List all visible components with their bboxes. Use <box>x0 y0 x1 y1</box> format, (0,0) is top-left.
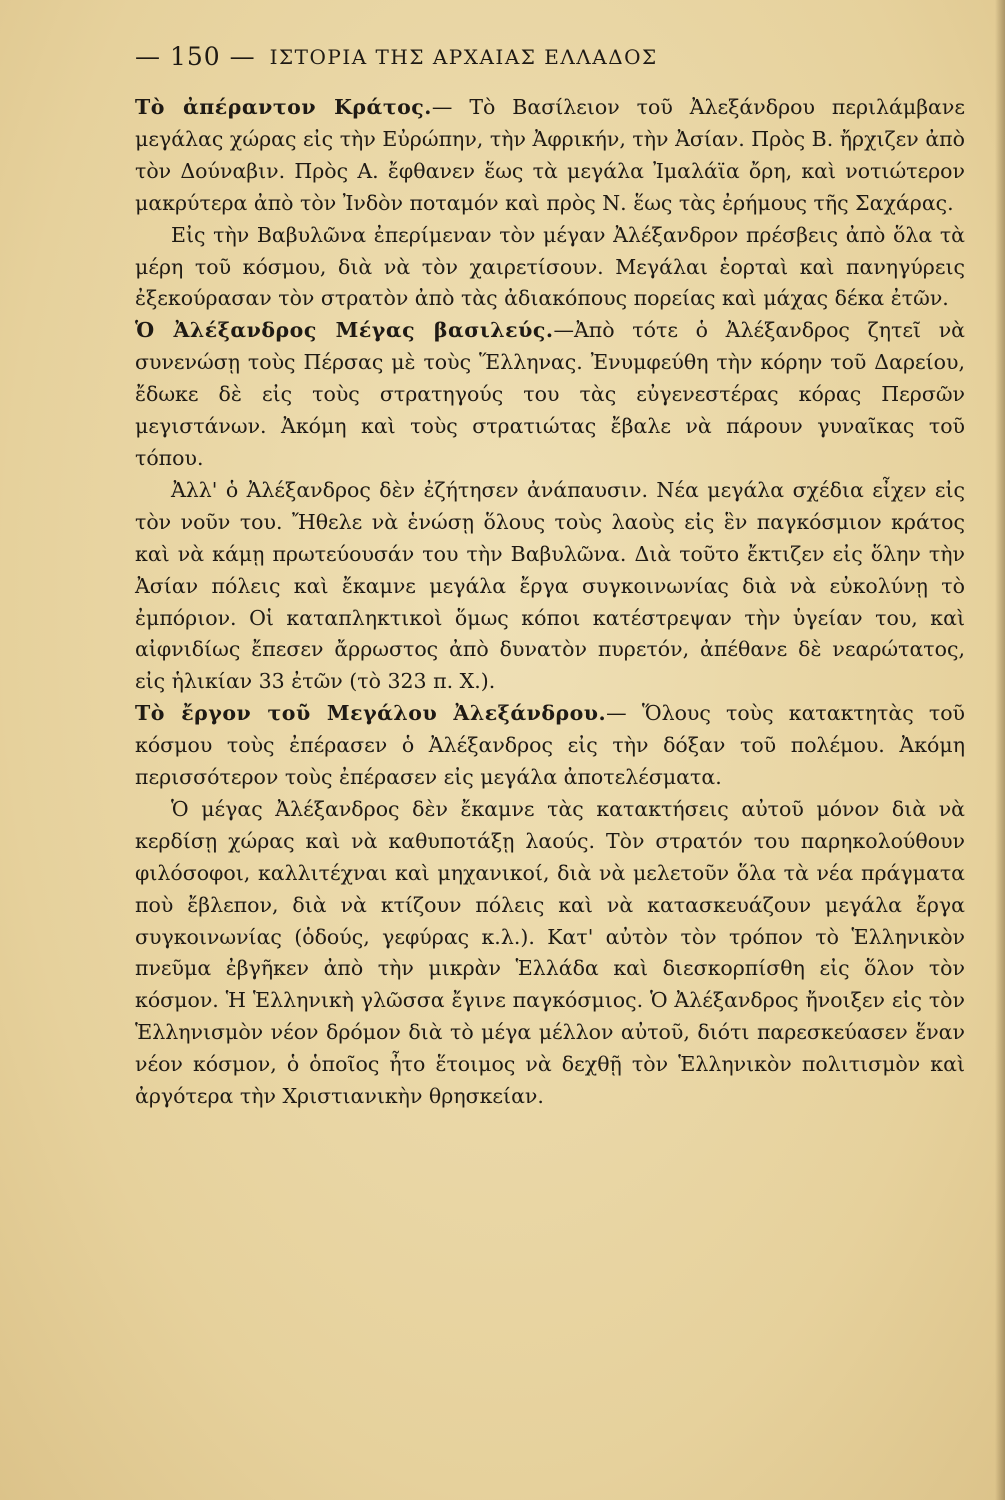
page-number: — 150 — <box>135 42 256 71</box>
page-edge-shadow <box>995 0 1005 1500</box>
paragraph-hellenism <box>135 794 965 1113</box>
paragraph-text: — Τὸ Βασίλειον τοῦ Ἀλεξάνδρου περιλάμβανε μεγάλας χώρας εἰς τὴν Εὐρώπην, τὴν Ἀφρικήν, τὴν Ἀσίαν. Πρὸς Β. ἤρχιζεν ἀπὸ τὸν Δούναβιν. Πρὸς Α. ἔφθανεν ἕως τὰ μεγάλα Ἰμαλάϊα ὄρη, καὶ νοτιώτερον μακρύτερα ἀπὸ τὸν Ἰνδὸν ποταμόν καὶ πρὸς Ν. ἕως τὰς ἐρήμους τῆς Σαχάρας. <box>135 95 965 215</box>
paragraph-text: Ὁ μέγας Ἀλέξανδρος δὲν ἔκαμνε τὰς κατακτήσεις αὐτοῦ μόνον διὰ νὰ κερδίσῃ χώρας καὶ νὰ καθυποτάξῃ λαούς. Τὸν στρατόν του παρηκολούθουν φιλόσοφοι, καλλιτέχναι καὶ μηχανικοί, διὰ νὰ μελετοῦν ὅλα τὰ νέα πράγματα ποὺ ἔβλεπον, διὰ νὰ κτίζουν πόλεις καὶ νὰ κατασκευάζουν μεγάλα ἔργα συγκοινωνίας (ὁδούς, γεφύρας κ.λ.). Κατ' αὐτὸν τὸν τρόπον τὸ Ἑλληνικὸν πνεῦμα ἐβγῆκεν ἀπὸ τὴν μικρὰν Ἑλλάδα καὶ διεσκορπίσθη εἰς ὅλον τὸν κόσμον. Ἡ Ἑλληνικὴ γλῶσσα ἔγινε παγκόσμιος. Ὁ Ἀλέξανδρος ἤνοιξεν εἰς τὸν Ἑλληνισμὸν νέον δρόμον διὰ τὸ μέγα μέλλον αὐτοῦ, διότι παρεσκεύασεν ἕναν νέον κόσμον, ὁ ὁποῖος ἦτο ἕτοιμος νὰ δεχθῇ τὸν Ἑλληνικὸν πολιτισμὸν καὶ ἀργότερα τὴν Χριστιανικὴν θρησκείαν. <box>135 796 965 1109</box>
section-heading: Τὸ ἔργον τοῦ Μεγάλου Ἀλεξάνδρου. <box>135 701 607 726</box>
section-heading: Τὸ ἀπέραντον Κράτος. <box>135 95 432 119</box>
paragraph-work <box>135 698 965 794</box>
paragraph-empire <box>135 92 965 220</box>
page-body <box>135 92 965 1113</box>
paragraph-great-king <box>135 315 965 475</box>
paragraph-text: — Ὅλους τοὺς κατακτητὰς τοῦ κόσμου τοὺς ἐπέρασεν ὁ Ἀλέξανδρος εἰς τὴν δόξαν τοῦ πολέμου. Ἀκόμη περισσότερον τοὺς ἐπέρασεν εἰς μεγάλα ἀποτελέσματα. <box>135 701 965 790</box>
paragraph-plans <box>135 475 965 698</box>
paragraph-babylon <box>135 220 965 316</box>
running-title: ΙΣΤΟΡΙΑ ΤΗΣ ΑΡΧΑΙΑΣ ΕΛΛΑΔΟΣ <box>269 44 658 69</box>
paragraph-text: Εἰς τὴν Βαβυλῶνα ἐπερίμεναν τὸν μέγαν Ἀλέξανδρον πρέσβεις ἀπὸ ὅλα τὰ μέρη τοῦ κόσμου, διὰ νὰ τὸν χαιρετίσουν. Μεγάλαι ἑορταὶ καὶ πανηγύρεις ἐξεκούρασαν τὸν στρατὸν ἀπὸ τὰς ἀδιακόπους πορείας καὶ μάχας δέκα ἐτῶν. <box>135 222 965 311</box>
section-heading: Ὁ Ἀλέξανδρος Μέγας βασιλεύς. <box>135 318 554 343</box>
paragraph-text: Ἀλλ' ὁ Ἀλέξανδρος δὲν ἐζήτησεν ἀνάπαυσιν. Νέα μεγάλα σχέδια εἶχεν εἰς τὸν νοῦν του. Ἤθελε νὰ ἑνώσῃ ὅλους τοὺς λαοὺς εἰς ἓν παγκόσμιον κράτος καὶ νὰ κάμῃ πρωτεύουσάν του τὴν Βαβυλῶνα. Διὰ τοῦτο ἔκτιζεν εἰς ὅλην τὴν Ἀσίαν πόλεις καὶ ἔκαμνε μεγάλα ἔργα συγκοινωνίας διὰ νὰ εὐκολύνῃ τὸ ἐμπόριον. Οἱ καταπληκτικοὶ ὅμως κόποι κατέστρεψαν τὴν ὑγείαν του, καὶ αἰφνιδίως ἔπεσεν ἄρρωστος ἀπὸ δυνατὸν πυρετόν, ἀπέθανε δὲ νεαρώτατος, εἰς ἡλικίαν 33 ἐτῶν (τὸ 323 π. Χ.). <box>135 477 965 694</box>
paragraph-text: —Ἀπὸ τότε ὁ Ἀλέξανδρος ζητεῖ νὰ συνενώσῃ τοὺς Πέρσας μὲ τοὺς Ἕλληνας. Ἐνυμφεύθη τὴν κόρην τοῦ Δαρείου, ἔδωκε δὲ εἰς τοὺς στρατηγούς του τὰς εὐγενεστέρας κόρας Περσῶν μεγιστάνων. Ἀκόμη καὶ τοὺς στρατιώτας ἔβαλε νὰ πάρουν γυναῖκας τοῦ τόπου. <box>135 318 965 470</box>
page-header <box>135 42 835 71</box>
